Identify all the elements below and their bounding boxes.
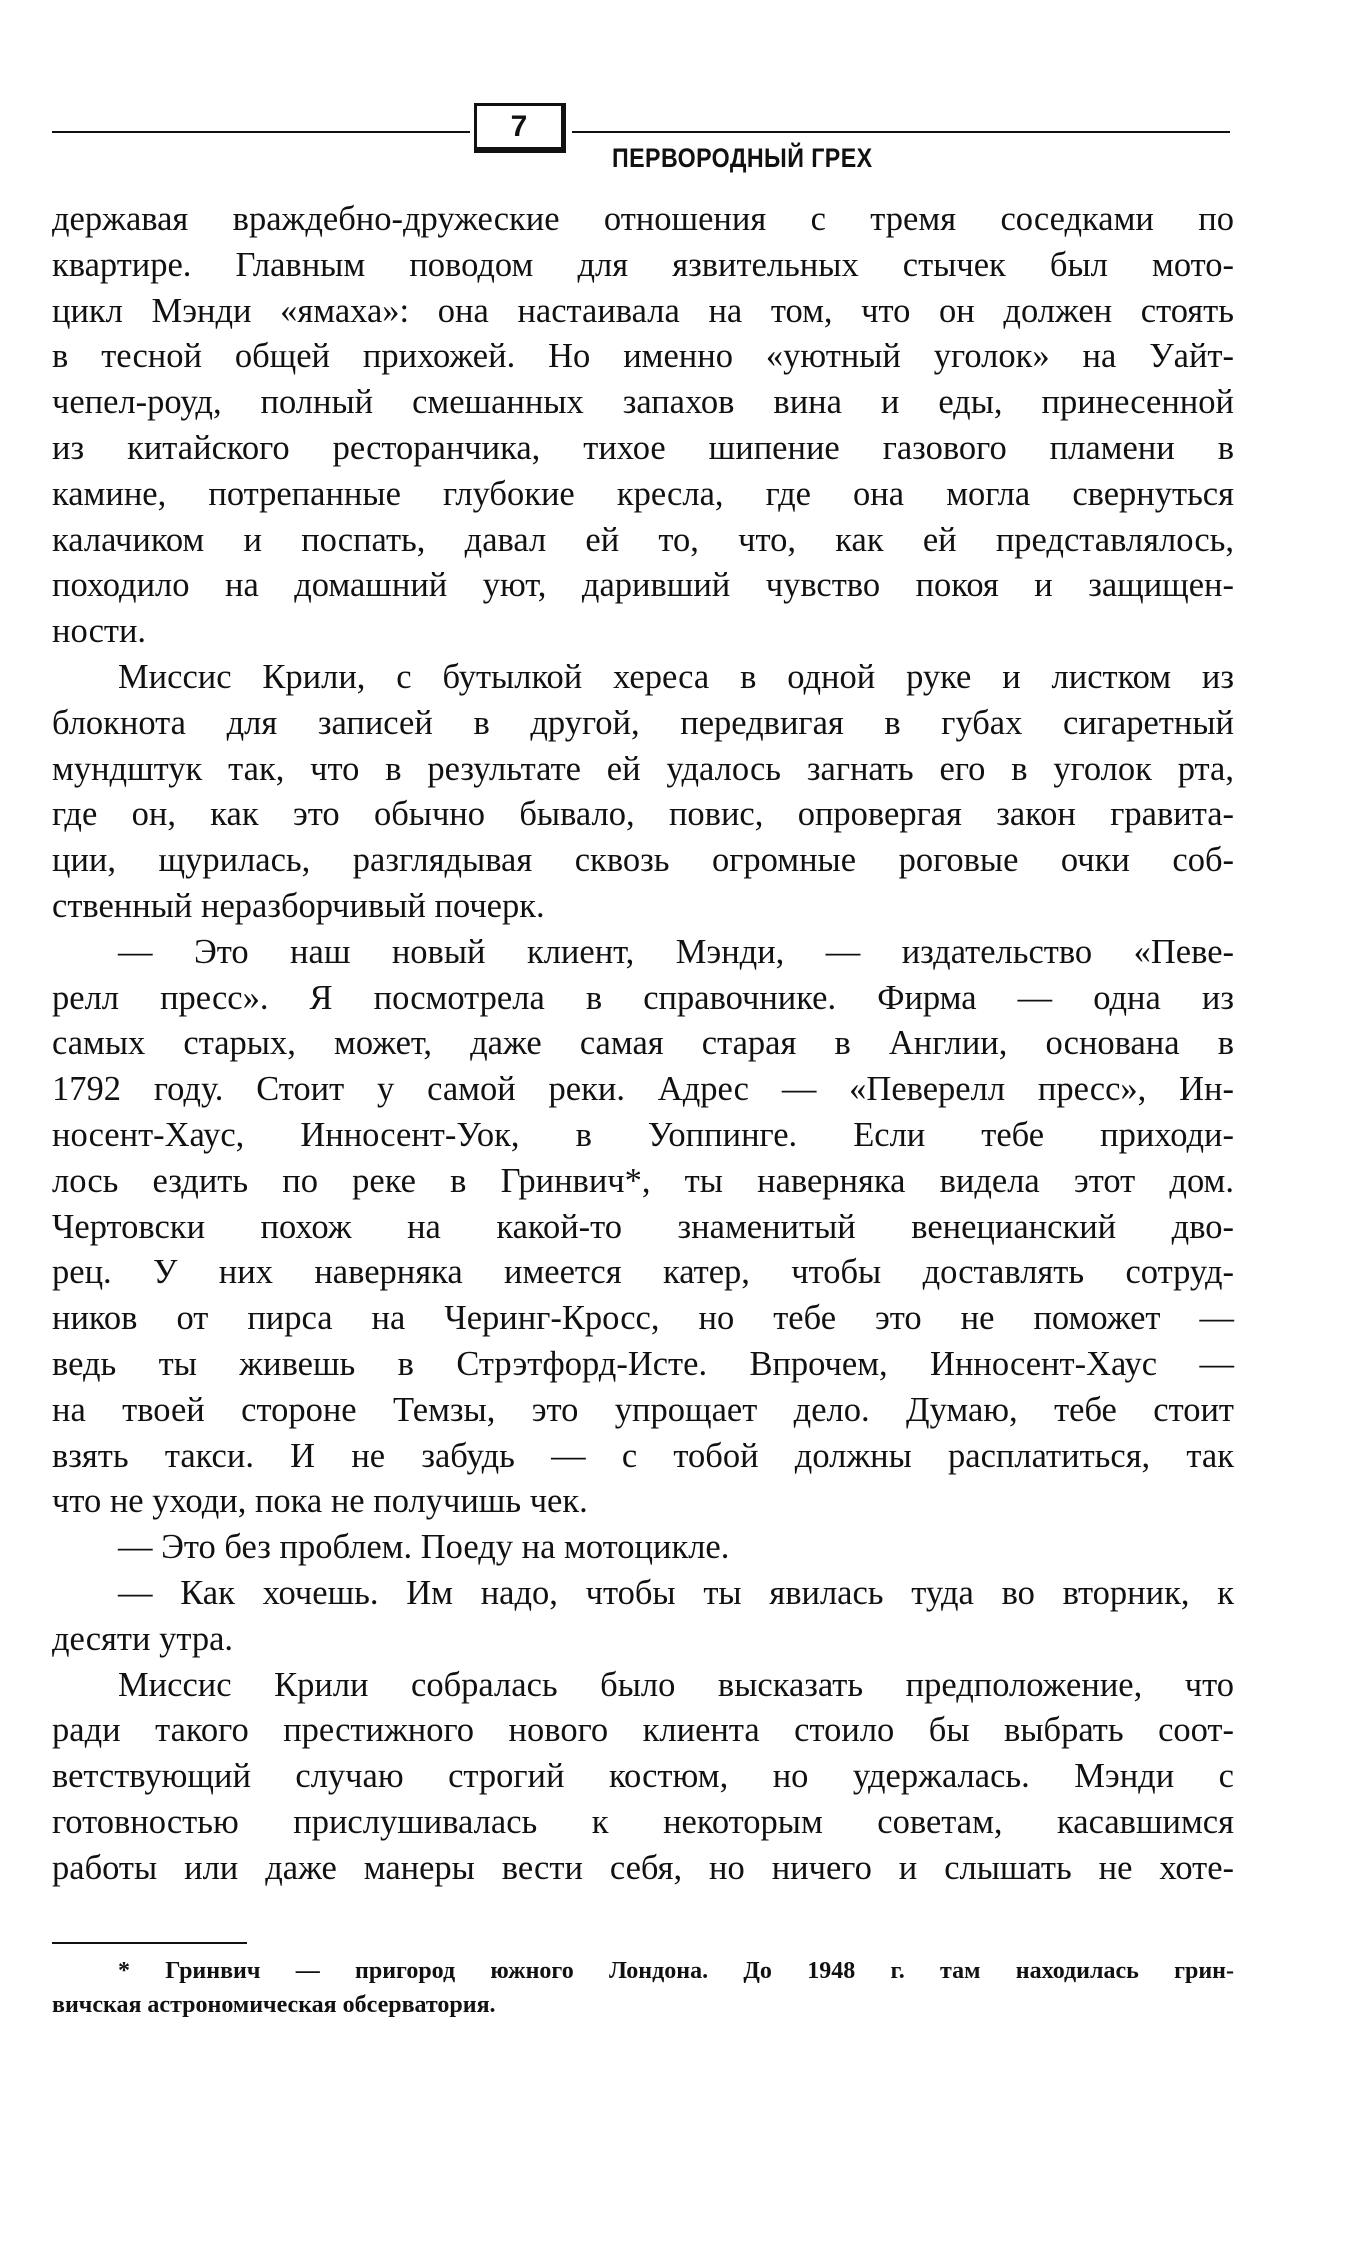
text-line: ников от пирса на Черинг-Кросс, но тебе это не поможет — [52,1299,1234,1338]
text-line: лось ездить по реке в Гринвич*, ты наверняка видела этот дом. [52,1161,1234,1200]
footnote [52,1954,1234,2022]
text-line: — Это наш новый клиент, Мэнди, — издательство «Певе- [118,932,1234,971]
text-line: готовностью прислушивалась к некоторым советам, касавшимся [52,1802,1234,1841]
text-line: камине, потрепанные глубокие кресла, где она могла свернуться [52,474,1234,513]
footnote-line: вичская астрономическая обсерватория. [52,1992,496,2018]
header-rule-right [572,131,1230,133]
text-line: — Это без проблем. Поеду на мотоцикле. [118,1528,730,1567]
text-line: рец. У них наверняка имеется катер, чтобы доставлять сотруд- [52,1253,1234,1292]
text-line: взять такси. И не забудь — с тобой должны расплатиться, так [52,1436,1234,1475]
text-line: на твоей стороне Темзы, это упрощает дело. Думаю, тебе стоит [52,1390,1234,1429]
running-title: ПЕРВОРОДНЫЙ ГРЕХ [612,143,873,173]
text-line: Миссис Крили собралась было высказать предположение, что [118,1665,1234,1704]
text-line: самых старых, может, даже самая старая в Англии, основана в [52,1024,1234,1063]
text-line: носент-Хаус, Инносент-Уок, в Уоппинге. Если тебе приходи- [52,1115,1234,1154]
text-line: в тесной общей прихожей. Но именно «уютный уголок» на Уайт- [52,337,1234,376]
page-number: 7 [474,103,566,153]
text-line: Миссис Крили, с бутылкой хереса в одной руке и листком из [118,657,1234,696]
text-line: что не уходи, пока не получишь чек. [52,1482,588,1521]
text-line: походило на домашний уют, даривший чувство покоя и защищен- [52,566,1234,605]
text-line: чепел-роуд, полный смешанных запахов вина и еды, принесенной [52,383,1234,422]
text-line: ради такого престижного нового клиента стоило бы выбрать соот- [52,1711,1234,1750]
text-line: блокнота для записей в другой, передвигая в губах сигаретный [52,703,1234,742]
text-line: из китайского ресторанчика, тихое шипение газового пламени в [52,428,1234,467]
text-line: ственный неразборчивый почерк. [52,886,545,925]
text-line: калачиком и поспать, давал ей то, что, как ей представлялось, [52,520,1234,559]
body-text [52,197,1234,1891]
header-rule-left [52,131,470,133]
text-line: квартире. Главным поводом для язвительных стычек был мото- [52,245,1234,284]
text-line: работы или даже манеры вести себя, но ничего и слышать не хоте- [52,1848,1234,1887]
text-line: ветствующий случаю строгий костюм, но удержалась. Мэнди с [52,1757,1234,1796]
footnote-rule [52,1942,247,1944]
page-header [52,95,1232,185]
text-line: 1792 году. Стоит у самой реки. Адрес — «Певерелл пресс», Ин- [52,1070,1234,1109]
footnote-line: * Гринвич — пригород южного Лондона. До 1948 г. там находилась грин- [118,1958,1234,1984]
text-line: ции, щурилась, разглядывая сквозь огромные роговые очки соб- [52,841,1234,880]
text-line: державая враждебно-дружеские отношения с тремя соседками по [52,200,1234,238]
text-line: ведь ты живешь в Стрэтфорд-Исте. Впрочем, Инносент-Хаус — [52,1344,1234,1383]
text-line: мундштук так, что в результате ей удалось загнать его в уголок рта, [52,749,1234,788]
text-line: релл пресс». Я посмотрела в справочнике. Фирма — одна из [52,978,1234,1017]
text-line: ности. [52,612,147,651]
text-line: Чертовски похож на какой-то знаменитый венецианский дво- [52,1207,1234,1246]
text-line: цикл Мэнди «ямаха»: она настаивала на том, что он должен стоять [52,291,1234,330]
text-line: где он, как это обычно бывало, повис, опровергая закон гравита- [52,795,1234,834]
text-line: десяти утра. [52,1619,234,1658]
text-line: — Как хочешь. Им надо, чтобы ты явилась туда во вторник, к [118,1573,1234,1612]
